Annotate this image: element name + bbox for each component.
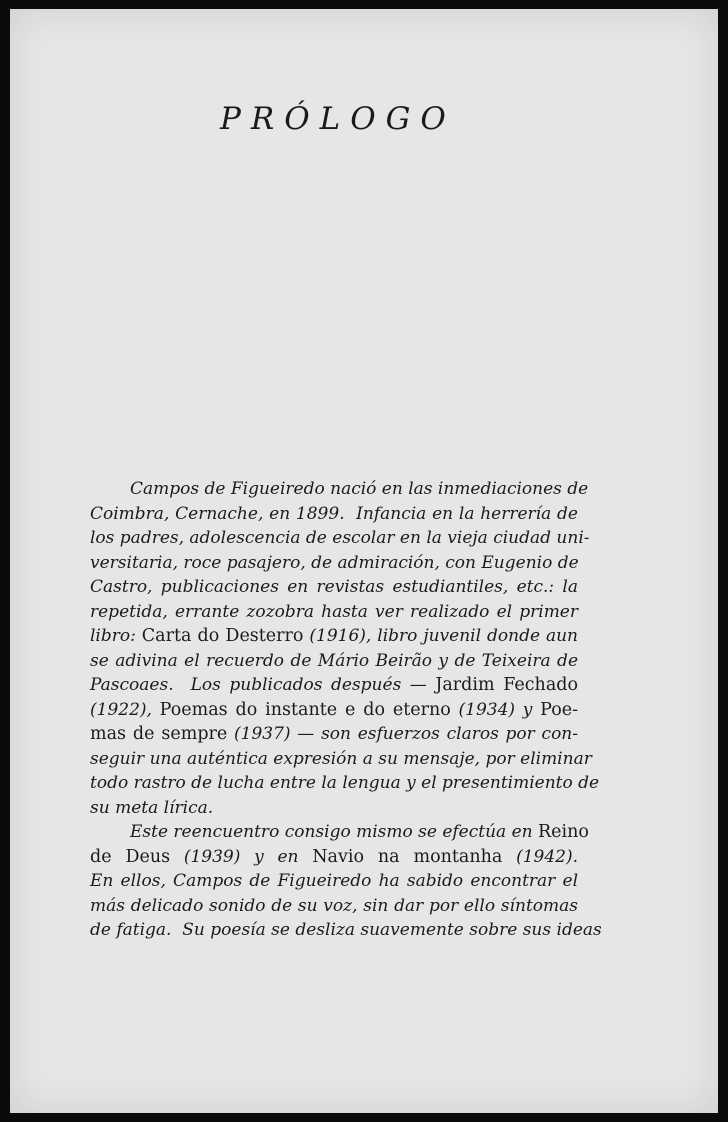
text-line	[90, 771, 600, 796]
italic-text: Este reencuentro consigo mismo se efectúa en	[130, 822, 538, 842]
title-reference: Carta do Desterro	[141, 626, 304, 646]
text-line	[90, 722, 578, 747]
italic-text: de fatiga. Su poesía se desliza suavemente sobre sus ideas	[90, 920, 602, 940]
text-line	[90, 820, 589, 845]
text-line	[90, 502, 578, 527]
italic-text: (1937) — son esfuerzos claros por con-	[227, 724, 578, 744]
text-line	[90, 673, 578, 698]
text-line	[90, 845, 578, 870]
italic-text: En ellos, Campos de Figueiredo ha sabido encontrar el	[90, 871, 578, 891]
italic-text: todo rastro de lucha entre la lengua y el presentimiento de	[90, 773, 600, 793]
text-line	[90, 575, 578, 600]
text-line	[90, 600, 578, 625]
italic-text: su meta lírica.	[90, 797, 214, 818]
italic-text: repetida, errante zozobra hasta ver realizado el primer	[90, 601, 578, 622]
text-line	[90, 796, 578, 821]
title-reference: Navio na montanha	[312, 846, 503, 867]
text-line	[90, 649, 578, 674]
text-line	[90, 698, 578, 723]
text-line	[90, 918, 602, 943]
italic-text: Pascoaes. Los publicados después —	[90, 675, 436, 695]
text-line	[90, 624, 578, 649]
italic-text: Coimbra, Cernache, en 1899. Infancia en la herrería de	[90, 503, 578, 524]
prologue-text	[90, 477, 602, 943]
italic-text: los padres, adolescencia de escolar en la vieja ciudad uni-	[90, 528, 590, 548]
text-line	[90, 894, 578, 919]
italic-text: (1942).	[502, 846, 578, 867]
title-reference: Poe-	[540, 699, 579, 720]
italic-text: (1939) y en	[170, 846, 313, 867]
text-line	[90, 551, 578, 576]
text-line	[90, 526, 590, 551]
italic-text: seguir una auténtica expresión a su mensaje, por eliminar	[90, 748, 592, 769]
italic-text: libro:	[90, 626, 142, 646]
title-reference: Reino	[537, 822, 589, 842]
italic-text: (1934) y	[450, 699, 541, 720]
title-reference: Poemas do instante e do eterno	[159, 699, 451, 720]
text-line	[90, 477, 589, 502]
text-line	[90, 747, 592, 772]
title-reference: mas de sempre	[90, 724, 228, 744]
title-reference: Jardim Fechado	[435, 675, 578, 695]
italic-text: (1922),	[90, 699, 160, 720]
book-page	[10, 9, 718, 1113]
italic-text: Castro, publicaciones en revistas estudiantiles, etc.: la	[90, 577, 578, 597]
title-reference: de Deus	[90, 846, 171, 867]
italic-text: se adivina el recuerdo de Mário Beirão y de Teixeira de	[90, 650, 578, 671]
page-title: PRÓLOGO	[220, 101, 456, 137]
text-line	[90, 869, 578, 894]
italic-text: Campos de Figueiredo nació en las inmediaciones de	[130, 479, 589, 499]
italic-text: (1916), libro juvenil donde aun	[303, 626, 578, 646]
italic-text: más delicado sonido de su voz, sin dar por ello síntomas	[90, 895, 578, 916]
italic-text: versitaria, roce pasajero, de admiración, con Eugenio de	[90, 552, 579, 573]
